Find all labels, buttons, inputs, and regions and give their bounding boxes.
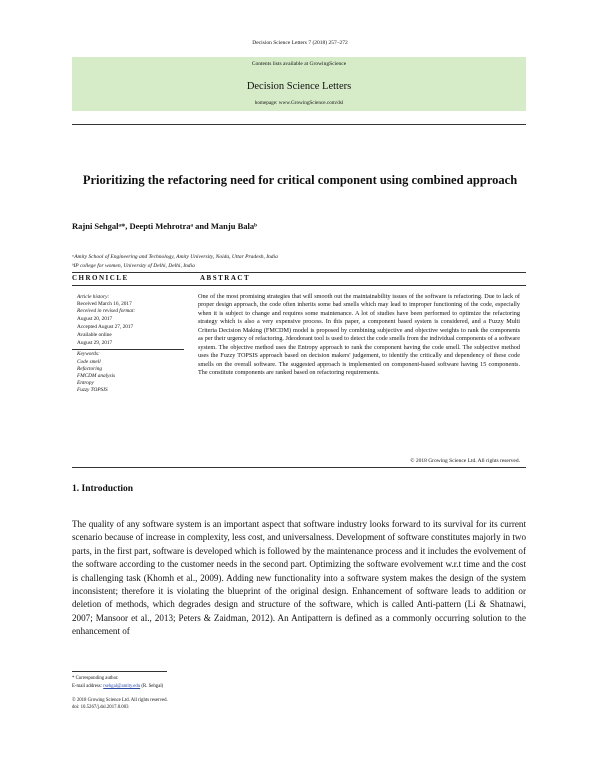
- journal-header-box: [72, 57, 526, 111]
- doi[interactable]: doi: 10.5267/j.dsl.2017.8.003: [72, 705, 129, 710]
- keyword-item: FMCDM analysis: [77, 373, 116, 379]
- received-date: Received March 16, 2017: [77, 301, 132, 307]
- email-link[interactable]: rsehgal@amity.edu: [103, 684, 141, 689]
- keywords-label: Keywords:: [77, 351, 100, 357]
- abstract-copyright: © 2018 Growing Science Ltd. All rights reserved.: [410, 458, 520, 464]
- article-history-label: Article history:: [77, 294, 110, 300]
- keyword-item: Refactoring: [77, 366, 103, 372]
- affiliation-a: ᵃAmity School of Engineering and Technology, Amity University, Noida, Uttar Pradesh, India: [72, 254, 278, 260]
- contents-line: Contents lists available at GrowingScience: [251, 61, 347, 67]
- revised-label: Received in revised format:: [77, 308, 136, 314]
- authors: Rajni Sehgalᵃ*, Deepti Mehrotraᵃ and Manju Balaᵇ: [72, 221, 257, 231]
- section-heading-introduction: 1. Introduction: [72, 484, 134, 494]
- email-note: [72, 684, 163, 689]
- keyword-item: Fuzzy TOPSIS: [77, 387, 108, 393]
- journal-name: Decision Science Letters: [246, 81, 352, 92]
- keyword-item: Entropy: [77, 380, 94, 386]
- keyword-item: Code smell: [77, 359, 101, 365]
- abstract-heading: ABSTRACT: [200, 274, 251, 282]
- available-online-label: Available online: [77, 332, 112, 338]
- available-online-date: August 29, 2017: [77, 340, 113, 346]
- revised-date: August 20, 2017: [77, 316, 113, 322]
- abstract-bottom-rule: [72, 467, 526, 468]
- keywords-rule: [72, 349, 184, 350]
- header-divider: [72, 124, 526, 125]
- chronicle-heading: CHRONICLE: [72, 274, 129, 282]
- accepted-date: Accepted August 27, 2017: [77, 324, 134, 330]
- footer-copyright: © 2018 Growing Science Ltd. All rights reserved.: [72, 698, 168, 703]
- abstract-heading-rule: [72, 285, 526, 286]
- email-label: E-mail address:: [72, 684, 102, 689]
- running-head: Decision Science Letters 7 (2018) 257–272: [252, 40, 348, 46]
- abstract-top-rule: [72, 272, 526, 273]
- email-suffix: (R. Sehgal): [141, 684, 164, 689]
- footnote-rule: [72, 671, 167, 672]
- paper-title: Prioritizing the refactoring need for critical component using combined approach: [82, 173, 518, 187]
- abstract-text: One of the most promising strategies that will smooth out the maintainability issues of the software is refactoring. Due to lack of proper design approach, the code often inherits some bad smells which may lead to improper functioning of the code, especially when it is subject to change and requires some maintenance. A lot of studies have been performed to optimize the refactoring strategy which is also a very expensive process. In this paper, a component based system is considered, and a Fuzzy Multi Criteria Decision Making (FMCDM) model is proposed by combining subjective and objective weights to rank the components as per their urgency of refactoring. Jdeodorant tool is used to detect the code smells from the individual components of a software system. The objective method uses the Entropy approach to rank the component having the code smell. The subjective method uses the Fuzzy TOPSIS approach based on decision makers' judgement, to identify the critically and dependency of these code smells on the overall software. The suggested approach is implemented on component-based software having 15 components. The constitute components are ranked based on refactoring requirements.: [198, 293, 520, 377]
- affiliation-b: ᵇIP college for women, University of Delhi, Delhi, India: [72, 263, 195, 269]
- introduction-text: The quality of any software system is an important aspect that software industry looks forward to its survival for its current scenario because of increase in complexity, less cost, and universalness. Development of software constitutes majorly in two parts, in the first part, software is developed which is followed by the maintenance process and it includes the evolvement of the software according to the customer needs in the second part. Optimizing the software evolvement w.r.t time and the cost is challenging task (Khomh et al., 2009). Adding new functionality into a software system makes the design of the system inconsistent; therefore it is violating the blueprint of the original design. Enhancement of software leads to addition or deletion of methods, which degrades design and structure of the software, which is called Anti-pattern (Li & Shatnawi, 2007; Mansoor et al., 2013; Peters & Zaidman, 2012). An Antipattern is defined as a commonly occurring solution to the enhancement of: [72, 519, 526, 637]
- corresponding-author-note: * Corresponding author.: [72, 676, 119, 681]
- homepage-line: homepage: www.GrowingScience.com/dsl: [254, 100, 344, 106]
